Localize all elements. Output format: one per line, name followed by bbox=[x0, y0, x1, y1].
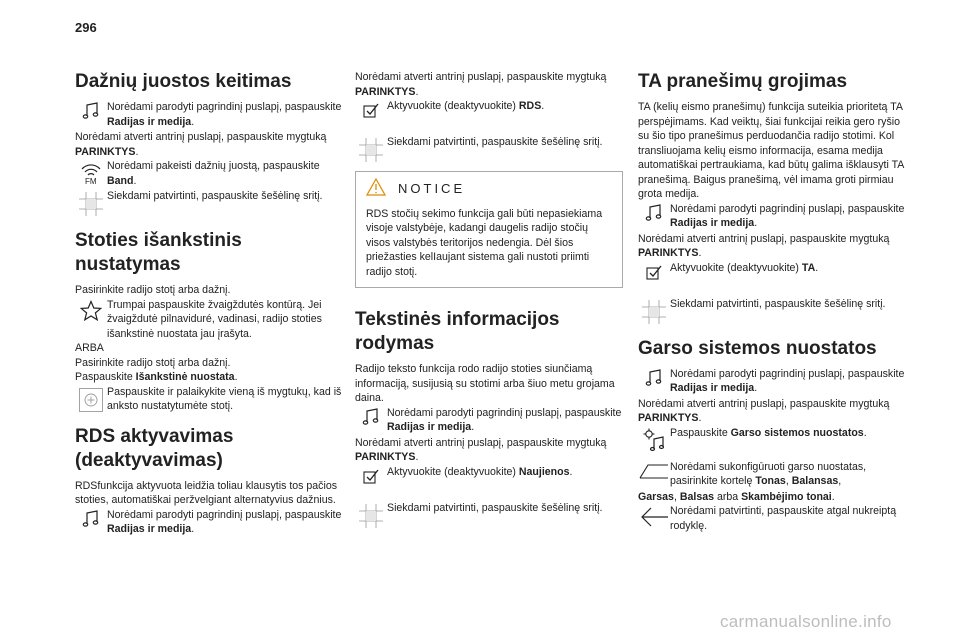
step-text: Aktyvuokite (deaktyvuokite) bbox=[387, 465, 519, 478]
step-bold: RDS bbox=[518, 100, 542, 112]
step-bold: Radijas ir medija bbox=[670, 382, 755, 394]
para-bold: PARINKTYS bbox=[355, 85, 416, 98]
step-row bbox=[355, 135, 623, 165]
para-text: Norėdami atverti antrinį puslapį, paspauskite mygtuką bbox=[75, 131, 327, 143]
step-text: Norėdami pakeisti dažnių juostą, paspauskite bbox=[107, 160, 320, 172]
punct: . bbox=[415, 451, 419, 463]
para-bold: Garsas bbox=[638, 490, 674, 503]
step-row bbox=[75, 385, 343, 415]
step-text: Norėdami parodyti pagrindinį puslapį, paspauskite bbox=[107, 101, 342, 113]
step-text: Norėdami sukonfigūruoti garso nuostatas, pasirinkite kortelę bbox=[670, 460, 867, 487]
section-title-ta: TA pranešimų grojimas bbox=[638, 71, 848, 92]
section-title-audio-settings: Garso sistemos nuostatos bbox=[638, 337, 877, 359]
step-text: Norėdami parodyti pagrindinį puslapį, paspauskite bbox=[670, 202, 905, 215]
step-text: Norėdami patvirtinti, paspauskite atgal nukreiptą rodyklę. bbox=[670, 505, 897, 532]
punct: . bbox=[698, 412, 702, 424]
paragraph bbox=[638, 232, 906, 261]
step-bold: Radijas ir medija bbox=[670, 217, 755, 229]
sep: , bbox=[785, 475, 792, 487]
step-text: Siekdami patvirtinti, paspauskite šešėlinę sritį. bbox=[670, 297, 886, 310]
section-title-preset: Stoties išankstinis nustatymas bbox=[75, 230, 242, 275]
step-row bbox=[75, 508, 343, 538]
punct: . bbox=[135, 145, 139, 158]
punct: . bbox=[191, 523, 195, 535]
notice-title: NOTICE bbox=[398, 181, 466, 196]
para-text: Norėdami atverti antrinį puslapį, paspauskite mygtuką bbox=[638, 397, 890, 410]
back-arrow-icon bbox=[638, 504, 670, 534]
music-note-icon bbox=[638, 367, 670, 397]
page-number: 296 bbox=[75, 20, 97, 35]
step-text: Trumpai paspauskite žvaigždutės kontūrą. Jei žvaigždutė pilnaviduré, vadinasi, radijo stoties išankstinė nuostata jau įrašyta. bbox=[107, 298, 322, 340]
step-row bbox=[75, 100, 343, 130]
step-row bbox=[355, 465, 623, 495]
step-text: Siekdami patvirtinti, paspauskite šešėlinę sritį. bbox=[107, 190, 323, 202]
sep: , bbox=[838, 475, 842, 487]
step-bold: Band bbox=[107, 174, 134, 187]
para-bold: Išankstinė nuostata bbox=[135, 371, 235, 383]
column-2 bbox=[355, 70, 623, 531]
column-1 bbox=[75, 70, 343, 538]
punct: . bbox=[831, 490, 835, 503]
music-note-icon bbox=[75, 508, 107, 538]
step-text: Norėdami parodyti pagrindinį puslapį, paspauskite bbox=[387, 406, 622, 419]
para-text: Norėdami atverti antrinį puslapį, paspauskite mygtuką bbox=[355, 71, 607, 83]
punct: . bbox=[754, 217, 758, 229]
step-row bbox=[638, 367, 906, 397]
step-row bbox=[638, 460, 906, 490]
grid-area-icon bbox=[355, 501, 387, 531]
step-row bbox=[75, 189, 343, 219]
paragraph bbox=[75, 130, 343, 159]
punct: . bbox=[569, 465, 573, 478]
step-bold: Radijas ir medija bbox=[107, 523, 192, 535]
section-title-text-info: Tekstinės informacijos rodymas bbox=[355, 309, 560, 354]
para-text: Norėdami atverti antrinį puslapį, paspauskite mygtuką bbox=[355, 436, 607, 449]
step-bold: Radijas ir medija bbox=[107, 115, 192, 128]
paragraph: ARBA bbox=[75, 342, 104, 354]
svg-text:FM: FM bbox=[85, 177, 97, 185]
column-3 bbox=[638, 70, 906, 534]
section-title-band-change: Dažnių juostos keitimas bbox=[75, 71, 292, 92]
sep: , bbox=[673, 490, 680, 503]
punct: . bbox=[191, 115, 195, 128]
para-bold: PARINKTYS bbox=[638, 412, 699, 424]
paragraph: RDSfunkcija aktyvuota leidžia toliau klausytis tos pačios stoties, automatiškai peržvelgiant alternatyvius dažnius. bbox=[75, 479, 338, 506]
notice-text: RDS stočių sekimo funkcija gali būti nepasiekiama visoje valstybėje, kadangi daugelis radijo stočių visos valstybės teritorijos nedengia. Dėl šios priežasties kelIaujant sistema gali nustoti priimti radijo stotį. bbox=[366, 207, 603, 278]
music-note-icon bbox=[638, 202, 670, 232]
punct: . bbox=[415, 85, 419, 98]
step-bold: Radijas ir medija bbox=[387, 421, 472, 433]
step-text: Norėdami parodyti pagrindinį puslapį, paspauskite bbox=[107, 508, 342, 521]
step-row bbox=[638, 202, 906, 232]
punct: . bbox=[234, 371, 238, 383]
punct: . bbox=[863, 426, 867, 439]
tab-shape-icon bbox=[638, 460, 670, 490]
step-text: Aktyvuokite (deaktyvuokite) bbox=[387, 100, 519, 112]
music-note-icon bbox=[355, 406, 387, 436]
paragraph bbox=[75, 370, 343, 385]
settings-music-icon bbox=[638, 426, 670, 456]
step-bold: Balansas bbox=[791, 475, 839, 487]
section-title-rds: RDS aktyvavimas (deaktyvavimas) bbox=[75, 425, 234, 471]
para-bold: PARINKTYS bbox=[75, 145, 136, 158]
step-text: Paspauskite ir palaikykite vieną iš mygtukų, kad iš anksto nustatytumėte stotį. bbox=[107, 385, 342, 412]
warning-triangle-icon bbox=[366, 178, 386, 201]
step-bold: Tonas bbox=[755, 475, 786, 487]
para-bold: PARINKTYS bbox=[355, 451, 416, 463]
paragraph: Pasirinkite radijo stotį arba dažnį. bbox=[75, 356, 231, 369]
watermark-text: carmanualsonline.info bbox=[720, 612, 892, 631]
step-bold: Naujienos bbox=[518, 465, 570, 478]
step-row bbox=[355, 406, 623, 436]
para-text: Paspauskite bbox=[75, 371, 136, 383]
step-text: Paspauskite bbox=[670, 426, 731, 439]
punct: . bbox=[133, 174, 137, 187]
paragraph bbox=[355, 70, 623, 99]
step-bold: TA bbox=[801, 261, 816, 274]
punct: . bbox=[541, 100, 545, 112]
checkbox-icon bbox=[355, 99, 387, 129]
paragraph bbox=[355, 436, 623, 465]
paragraph: Pasirinkite radijo stotį arba dažnį. bbox=[75, 284, 231, 296]
punct: . bbox=[471, 421, 475, 433]
paragraph bbox=[638, 490, 906, 505]
paragraph: TA (kelių eismo pranešimų) funkcija suteikia prioritetą TA perspėjimams. Kad veiktų, šiai funkcijai reikia gero ryšio su šio tipo pranešimus perduodančia radijo stotimi. Kol transliuojama kelių eismo informacija, esama medija automatiškai pertraukiama, kad būtų galima išklausyti TA pranešimą. Baigus pranešimą, vėl imama groti pirmiau grota medija. bbox=[638, 101, 904, 200]
para-bold: Balsas bbox=[679, 490, 714, 503]
grid-area-icon bbox=[638, 297, 670, 327]
para-bold: Skambėjimo tonai bbox=[741, 490, 832, 503]
paragraph bbox=[638, 397, 906, 426]
para-text: Norėdami atverti antrinį puslapį, paspauskite mygtuką bbox=[638, 232, 890, 245]
grid-area-icon bbox=[355, 135, 387, 165]
music-note-icon bbox=[75, 100, 107, 130]
checkbox-icon bbox=[355, 465, 387, 495]
punct: . bbox=[698, 247, 702, 259]
step-row bbox=[638, 426, 906, 456]
step-row bbox=[75, 298, 343, 342]
step-row bbox=[638, 504, 906, 534]
punct: . bbox=[754, 382, 758, 394]
grid-area-icon bbox=[75, 189, 107, 219]
step-row bbox=[355, 501, 623, 531]
step-text: Siekdami patvirtinti, paspauskite šešėlinę sritį. bbox=[387, 501, 603, 514]
step-row bbox=[638, 261, 906, 291]
checkbox-icon bbox=[638, 261, 670, 291]
step-row bbox=[638, 297, 906, 327]
step-text: Siekdami patvirtinti, paspauskite šešėlinę sritį. bbox=[387, 136, 603, 148]
punct: . bbox=[815, 261, 819, 274]
paragraph: Radijo teksto funkcija rodo radijo stoties siunčiamą informaciją, susijusią su stotimi arba šiuo metu grojama daina. bbox=[355, 363, 615, 404]
fm-radio-icon bbox=[75, 159, 107, 189]
step-text: Aktyvuokite (deaktyvuokite) bbox=[670, 261, 802, 274]
sep: arba bbox=[714, 490, 742, 503]
add-preset-icon bbox=[75, 385, 107, 415]
step-row bbox=[355, 99, 623, 129]
notice-box bbox=[355, 171, 623, 288]
star-outline-icon bbox=[75, 298, 107, 328]
step-bold: Garso sistemos nuostatos bbox=[730, 426, 864, 439]
step-text: Norėdami parodyti pagrindinį puslapį, paspauskite bbox=[670, 367, 905, 380]
step-row bbox=[75, 159, 343, 189]
para-bold: PARINKTYS bbox=[638, 247, 699, 259]
